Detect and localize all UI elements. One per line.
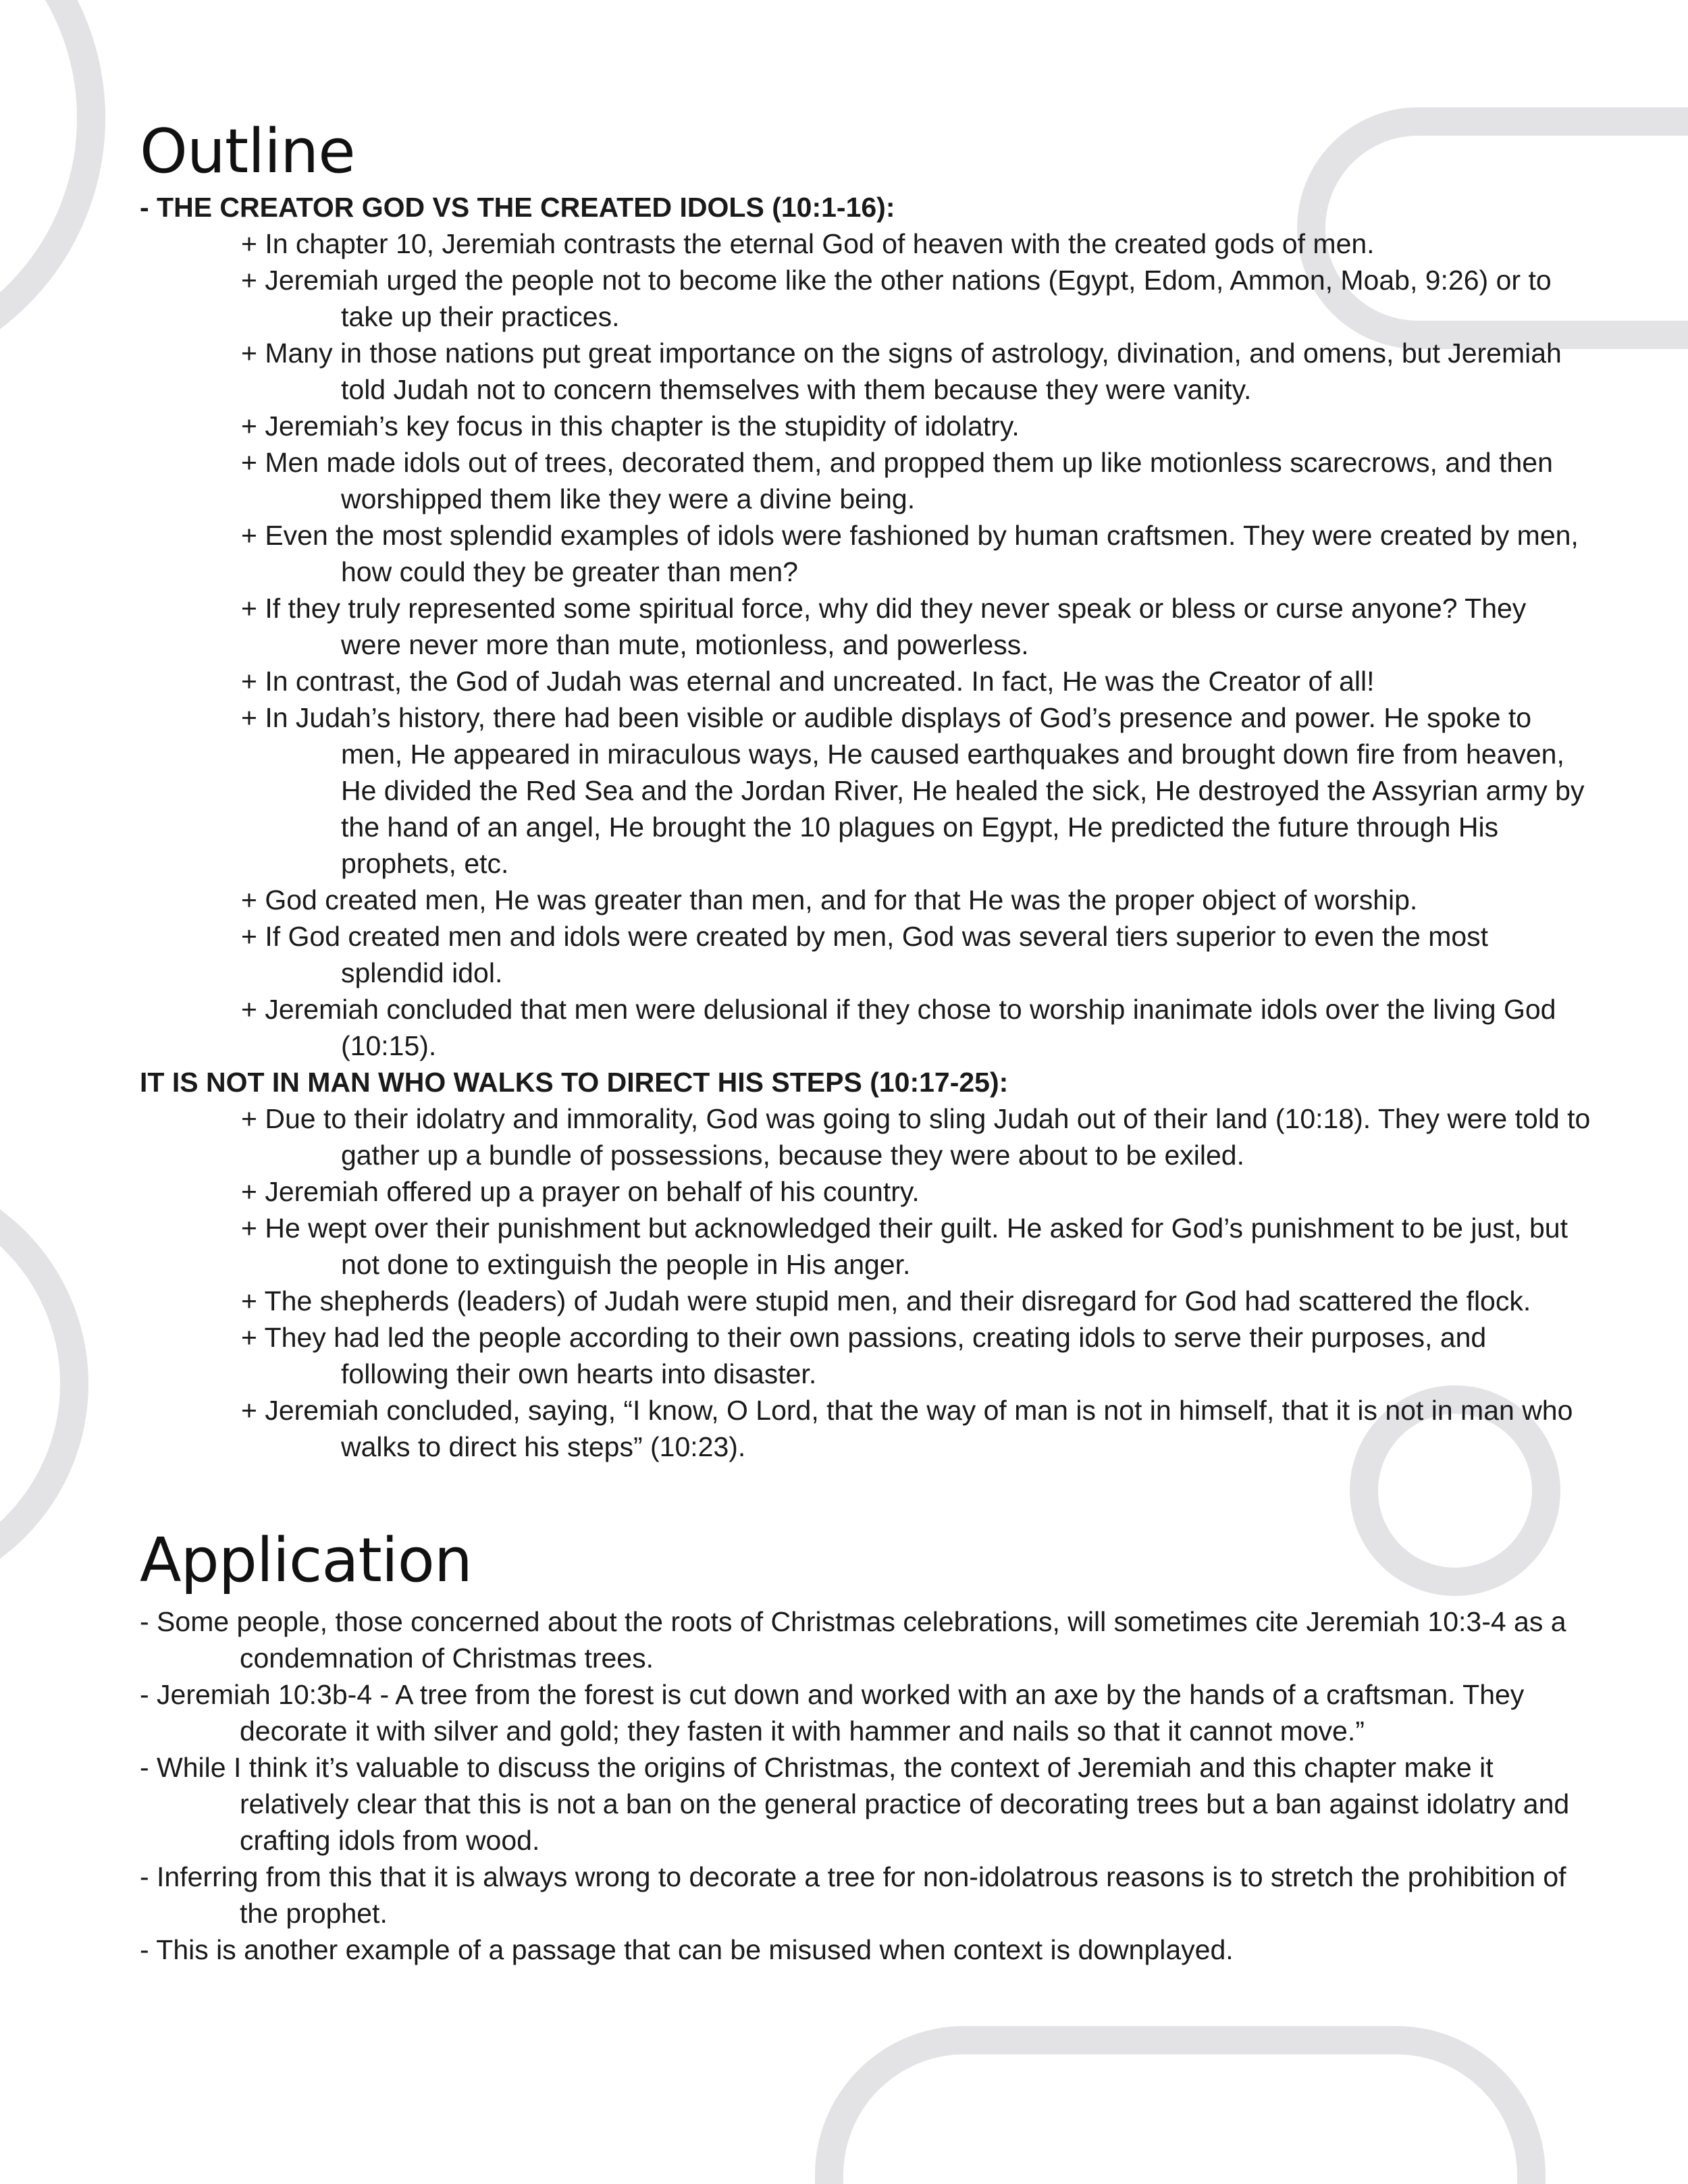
outline-point: + He wept over their punishment but acknowledged their guilt. He asked for God’s punishment to be just, but not done to extinguish the people in His anger. [241, 1213, 1568, 1280]
outline-point: + Jeremiah’s key focus in this chapter is the stupidity of idolatry. [241, 410, 1020, 442]
outline-heading: Outline [140, 116, 355, 187]
outline-point: + In Judah’s history, there had been visible or audible displays of God’s presence and power. He spoke to men, He appeared in miraculous ways, He caused earthquakes and brought down fire from heaven, He divided the Red Sea and the Jordan River, He healed the sick, He destroyed the Assyrian army by the hand of an angel, He brought the 10 plagues on Egypt, He predicted the future through His prophets, etc. [241, 702, 1585, 879]
outline-point: + Jeremiah urged the people not to become like the other nations (Egypt, Edom, Ammon, Moab, 9:26) or to take up their practices. [241, 265, 1552, 332]
outline-point: + In chapter 10, Jeremiah contrasts the eternal God of heaven with the created gods of men. [241, 228, 1375, 259]
outline-point: + In contrast, the God of Judah was eternal and uncreated. In fact, He was the Creator of all! [241, 666, 1375, 697]
outline-section [140, 189, 1591, 1064]
outline-point: + God created men, He was greater than men, and for that He was the proper object of worship. [241, 884, 1418, 915]
application-list [140, 1603, 1591, 1968]
section-title: - THE CREATOR GOD VS THE CREATED IDOLS (10:1-16): [140, 192, 895, 223]
decor-circle-top-left [0, 0, 91, 368]
outline-point: + Many in those nations put great importance on the signs of astrology, divination, and omens, but Jeremiah told Judah not to concern themselves with them because they were vanity. [241, 338, 1562, 405]
outline-point: + Jeremiah offered up a prayer on behalf of his country. [241, 1176, 920, 1207]
application-point: - Jeremiah 10:3b-4 - A tree from the forest is cut down and worked with an axe by the hands of a craftsman. They decorate it with silver and gold; they fasten it with hammer and nails so that it cannot move.” [140, 1679, 1525, 1747]
decor-arch-bottom [829, 2040, 1531, 2184]
section-title: IT IS NOT IN MAN WHO WALKS TO DIRECT HIS STEPS (10:17-25): [140, 1067, 1009, 1098]
application-heading: Application [140, 1525, 472, 1596]
outline-point: + Due to their idolatry and immorality, God was going to sling Judah out of their land (10:18). They were told to gather up a bundle of possessions, because they were about to be exiled. [241, 1103, 1591, 1171]
outline-point: + Jeremiah concluded, saying, “I know, O Lord, that the way of man is not in himself, that it is not in man who walks to direct his steps” (10:23). [241, 1395, 1573, 1462]
outline-point: + Men made idols out of trees, decorated them, and propped them up like motionless scarecrows, and then worshipped them like they were a divine being. [241, 447, 1553, 514]
application-point: - This is another example of a passage that can be misused when context is downplayed. [140, 1934, 1234, 1965]
outline-point: + If they truly represented some spiritual force, why did they never speak or bless or curse anyone? They were never more than mute, motionless, and powerless. [241, 593, 1527, 660]
application-point: - Some people, those concerned about the roots of Christmas celebrations, will sometimes cite Jeremiah 10:3-4 as a condemnation of Christmas trees. [140, 1606, 1566, 1674]
application-point: - While I think it’s valuable to discuss the origins of Christmas, the context of Jeremiah and this chapter make it relatively clear that this is not a ban on the general practice of decorating trees but a ban against idolatry and crafting idols from wood. [140, 1752, 1570, 1856]
application-point: - Inferring from this that it is always wrong to decorate a tree for non-idolatrous reasons is to stretch the prohibition of the prophet. [140, 1861, 1566, 1929]
decor-circle-mid-left [0, 1181, 74, 1587]
outline-point: + Even the most splendid examples of idols were fashioned by human craftsmen. They were created by men, how could they be greater than men? [241, 520, 1579, 587]
outline-section [140, 1064, 1591, 1465]
outline-point: + The shepherds (leaders) of Judah were stupid men, and their disregard for God had scattered the flock. [241, 1285, 1531, 1316]
outline-point: + Jeremiah concluded that men were delusional if they chose to worship inanimate idols over the living God (10:15). [241, 994, 1556, 1061]
outline-point: + They had led the people according to their own passions, creating idols to serve their purposes, and following their own hearts into disaster. [241, 1322, 1487, 1389]
page-content [140, 108, 1591, 1968]
outline-point: + If God created men and idols were created by men, God was several tiers superior to even the most splendid idol. [241, 921, 1489, 988]
